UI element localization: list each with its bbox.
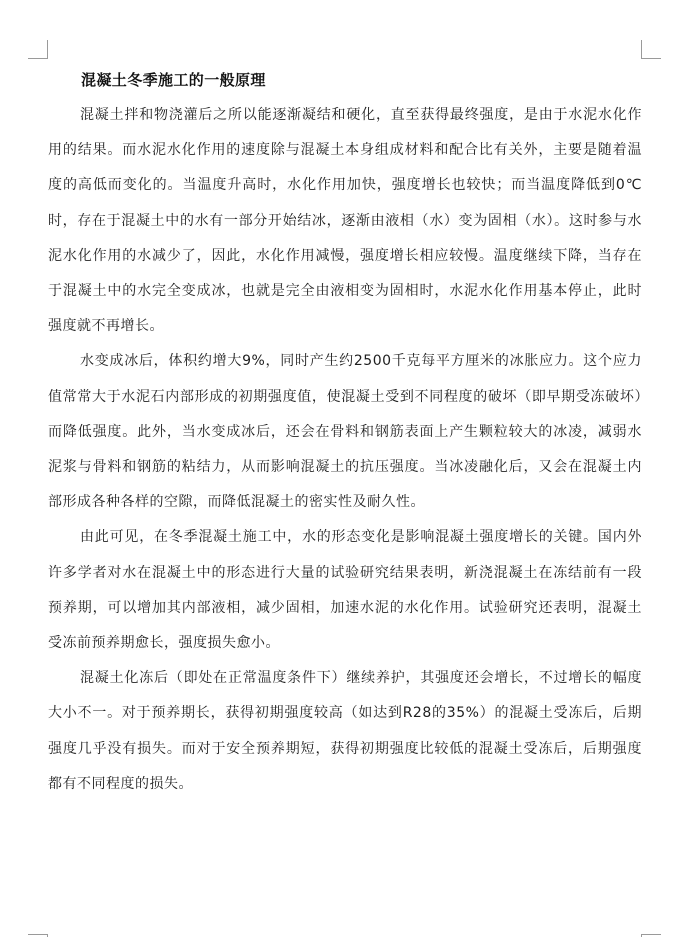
- paragraph-2: 水变成冰后，体积约增大9%，同时产生约2500千克每平方厘米的冰胀应力。这个应力值常常大于水泥石内部形成的初期强度值，使混凝土受到不同程度的破坏（即早期受冻破坏）而降低强度。此外，当水变成冰后，还会在骨料和钢筋表面上产生颗粒较大的冰凌，减弱水泥浆与骨料和钢筋的粘结力，从而影响混凝土的抗压强度。当冰凌融化后，又会在混凝土内部形成各种各样的空隙，而降低混凝土的密实性及耐久性。: [48, 353, 642, 511]
- corner-mark-top-left: [28, 58, 48, 59]
- corner-mark-top-right: [641, 58, 661, 59]
- corner-mark-bottom-right: [641, 934, 661, 935]
- paragraph-1: 混凝土拌和物浇灌后之所以能逐渐凝结和硬化，直至获得最终强度，是由于水泥水化作用的结果。而水泥水化作用的速度除与混凝土本身组成材料和配合比有关外，主要是随着温度的高低而变化的。当温度升高时，水化作用加快，强度增长也较快；而当温度降低到0℃时，存在于混凝土中的水有一部分开始结冰，逐渐由液相（水）变为固相（水）。这时参与水泥水化作用的水减少了，因此，水化作用减慢，强度增长相应较慢。温度继续下降，当存在于混凝土中的水完全变成冰，也就是完全由液相变为固相时，水泥水化作用基本停止，此时强度就不再增长。: [48, 107, 642, 335]
- document-title: 混凝土冬季施工的一般原理: [81, 71, 266, 89]
- corner-mark-bottom-left: [28, 934, 48, 935]
- corner-mark-top-right: [641, 40, 642, 59]
- corner-mark-top-left: [47, 40, 48, 59]
- document-body[interactable]: [48, 62, 642, 802]
- paragraph-3: 由此可见，在冬季混凝土施工中，水的形态变化是影响混凝土强度增长的关键。国内外许多学者对水在混凝土中的形态进行大量的试验研究结果表明，新浇混凝土在冻结前有一段预养期，可以增加其内部液相，减少固相，加速水泥的水化作用。试验研究还表明，混凝土受冻前预养期愈长，强度损失愈小。: [48, 529, 642, 652]
- paragraph-4: 混凝土化冻后（即处在正常温度条件下）继续养护，其强度还会增长，不过增长的幅度大小不一。对于预养期长，获得初期强度较高（如达到R28的35%）的混凝土受冻后，后期强度几乎没有损失。而对于安全预养期短，获得初期强度比较低的混凝土受冻后，后期强度都有不同程度的损失。: [48, 670, 642, 792]
